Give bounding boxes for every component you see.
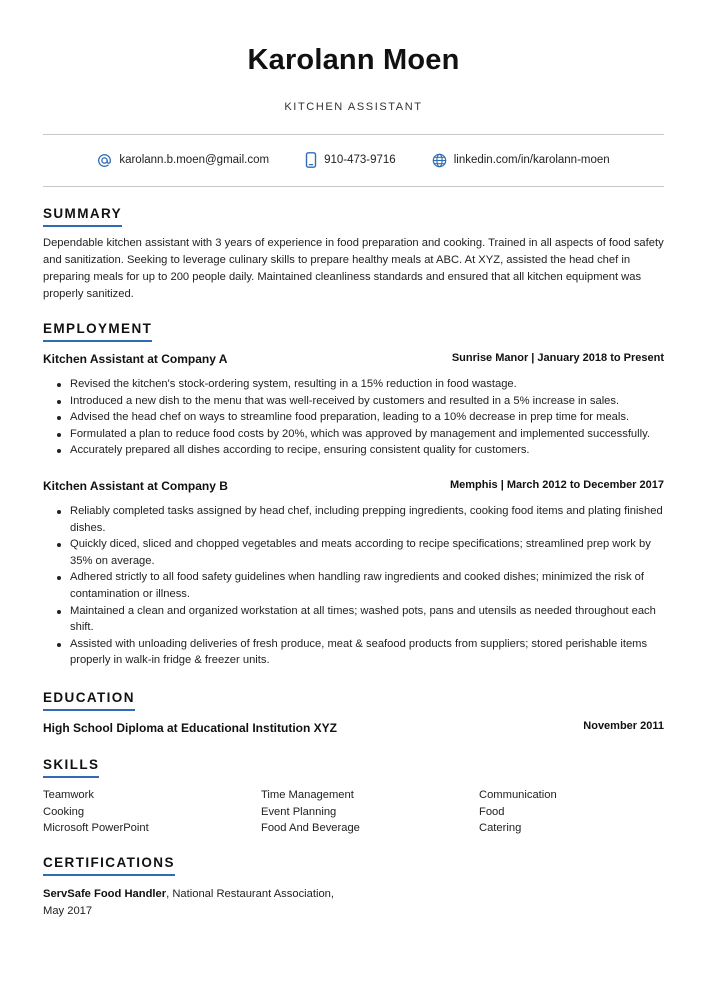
job-1-bullets <box>43 376 665 459</box>
education-date: November 2011 <box>583 720 664 732</box>
education-heading <box>43 690 135 711</box>
certification-date: May 2017 <box>43 904 93 917</box>
skill-item: Time Management <box>261 789 354 801</box>
job-2-meta: Memphis | March 2012 to December 2017 <box>449 479 664 491</box>
email-text: karolann.b.moen@gmail.com <box>119 154 270 166</box>
job-title-subtitle: KITCHEN ASSISTANT <box>284 101 423 113</box>
summary-heading-text: SUMMARY <box>43 206 123 221</box>
list-item: Revised the kitchen's stock-ordering system, resulting in a 15% reduction in food wastage. <box>43 376 665 393</box>
job-1-title: Kitchen Assistant at Company A <box>43 352 228 366</box>
employment-heading <box>43 321 152 342</box>
list-item: Advised the head chef on ways to streamline food preparation, leading to a 10% decrease in prep time for meals. <box>43 409 665 426</box>
certification-name: ServSafe Food Handler <box>43 888 167 900</box>
header-divider-top <box>43 134 664 135</box>
certifications-heading-underline <box>43 874 175 876</box>
skill-item: Event Planning <box>261 805 337 818</box>
employment-heading-text: EMPLOYMENT <box>43 321 153 336</box>
skill-item: Microsoft PowerPoint <box>43 822 149 835</box>
skill-item: Food <box>479 805 505 818</box>
skill-item: Communication <box>479 789 557 801</box>
list-item: Introduced a new dish to the menu that was well-received by customers and resulted in a 5% increase in sales. <box>43 393 665 410</box>
job-2-title: Kitchen Assistant at Company B <box>43 479 228 493</box>
list-item: Assisted with unloading deliveries of fresh produce, meat & seafood products from suppliers; stored perishable items properly in walk-in fridge & freezer units. <box>43 636 665 669</box>
globe-icon <box>432 153 447 168</box>
candidate-name: Karolann Moen <box>247 44 460 76</box>
list-item: Accurately prepared all dishes according to recipe, ensuring consistent quality for customers. <box>43 442 665 459</box>
summary-text: Dependable kitchen assistant with 3 years of experience in food preparation and cooking. Trained in all aspects of food safety and sanitization. Seeking to leverage culinary skills to prepare healthy meals at ABC. At XYZ, assisted the head chef in preparing meals for up to 200 people daily. Maintained cleanliness standards and ensured that all kitchen equipment was properly sanitized. <box>43 237 664 300</box>
skill-item: Food And Beverage <box>261 822 360 835</box>
summary-heading <box>43 206 122 227</box>
certifications-heading <box>43 855 175 876</box>
contact-row <box>43 150 664 170</box>
skills-heading-underline <box>43 776 99 778</box>
at-sign-icon <box>97 153 112 168</box>
education-heading-text: EDUCATION <box>43 690 135 705</box>
list-item: Reliably completed tasks assigned by head chef, including prepping ingredients, cooking food items and plating finished dishes. <box>43 503 665 536</box>
summary-heading-underline <box>43 225 122 227</box>
skill-item: Cooking <box>43 805 85 818</box>
list-item: Adhered strictly to all food safety guidelines when handling raw ingredients and cooked dishes; minimized the risk of contamination or illness. <box>43 569 665 602</box>
mobile-phone-icon <box>305 152 317 168</box>
employment-heading-underline <box>43 340 152 342</box>
contact-email[interactable] <box>97 153 269 168</box>
education-heading-underline <box>43 709 135 711</box>
contact-linkedin[interactable] <box>432 153 610 168</box>
skills-grid <box>43 787 665 837</box>
certification-entry <box>43 886 343 919</box>
skills-heading-text: SKILLS <box>43 757 100 772</box>
list-item: Maintained a clean and organized workstation at all times; washed pots, pans and utensils as needed throughout each shift. <box>43 603 665 636</box>
job-1-meta: Sunrise Manor | January 2018 to Present <box>451 352 664 364</box>
contact-phone[interactable] <box>305 152 396 168</box>
linkedin-text: linkedin.com/in/karolann-moen <box>453 154 610 166</box>
job-2-bullets <box>43 503 665 669</box>
skills-heading <box>43 757 99 778</box>
education-degree: High School Diploma at Educational Institution XYZ <box>43 721 338 735</box>
list-item: Formulated a plan to reduce food costs by 20%, which was approved by management and implemented successfully. <box>43 426 665 443</box>
skill-item: Catering <box>479 822 522 835</box>
skill-item: Teamwork <box>43 789 94 801</box>
certifications-heading-text: CERTIFICATIONS <box>43 855 175 870</box>
header-divider-bottom <box>43 186 664 187</box>
phone-text: 910-473-9716 <box>324 154 396 166</box>
certification-issuer: , National Restaurant Association, <box>166 888 335 900</box>
list-item: Quickly diced, sliced and chopped vegetables and meats according to recipe specifications; streamlined prep work by 35% on average. <box>43 536 665 569</box>
